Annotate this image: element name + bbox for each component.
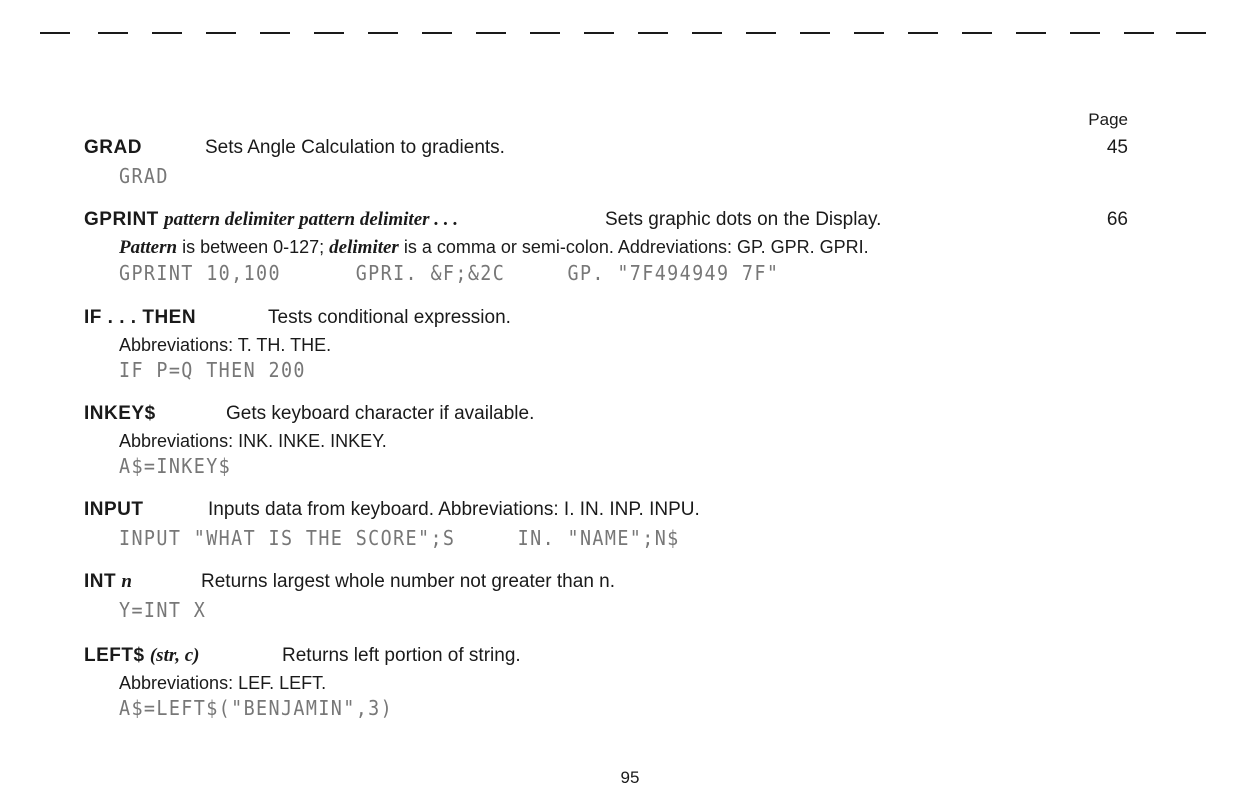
- abbreviations: Abbreviations: INK. INKE. INKEY.: [119, 431, 387, 451]
- dash: [1176, 32, 1206, 34]
- example: IN. "NAME";N$: [517, 526, 680, 550]
- dash: [1124, 32, 1154, 34]
- footer-page-number: 95: [620, 768, 640, 787]
- keyword: LEFT$: [84, 645, 145, 666]
- example: GPRINT 10,100: [119, 261, 281, 285]
- keyword: INPUT: [84, 499, 144, 520]
- description: Tests conditional expression.: [268, 307, 511, 328]
- note-delimiter-word: delimiter: [329, 237, 399, 258]
- examples: [119, 525, 1047, 551]
- dash: [800, 32, 830, 34]
- dash: [638, 32, 668, 34]
- keyword: GPRINT: [84, 209, 159, 230]
- example: GPRI. &F;&2C: [355, 261, 506, 285]
- entry-if-then: [84, 307, 1128, 383]
- page-number: 45: [1106, 137, 1128, 158]
- dash: [40, 32, 70, 34]
- example: INPUT "WHAT IS THE SCORE";S: [119, 526, 456, 550]
- note-rest: is a comma or semi-colon. Addreviations: GP. GPR. GPRI.: [398, 237, 869, 257]
- description: Returns largest whole number not greater than n.: [201, 571, 616, 592]
- abbreviations: Abbreviations: T. TH. THE.: [119, 335, 332, 355]
- dash: [368, 32, 398, 34]
- params: n: [121, 571, 132, 592]
- page-number: 66: [1106, 209, 1128, 230]
- entry-inkey: [84, 403, 1128, 479]
- example: A$=INKEY$: [119, 454, 232, 478]
- note-pattern-word: Pattern: [119, 237, 178, 258]
- description: Inputs data from keyboard. Abbreviations: I. IN. INP. INPU.: [208, 499, 700, 520]
- entry-input: [84, 499, 1128, 551]
- example: IF P=Q THEN 200: [119, 358, 306, 382]
- params: pattern delimiter pattern delimiter . . .: [164, 209, 459, 230]
- keyword: INT: [84, 571, 117, 592]
- abbreviations: Abbreviations: LEF. LEFT.: [119, 673, 327, 693]
- dash: [962, 32, 992, 34]
- example: Y=INT X: [119, 598, 207, 622]
- dash: [692, 32, 722, 34]
- keyword: IF . . . THEN: [84, 307, 197, 328]
- dash: [908, 32, 938, 34]
- entry-gprint: [84, 209, 1128, 286]
- params: (str, c): [149, 645, 200, 666]
- entry-left: [84, 645, 1128, 721]
- dash: [98, 32, 128, 34]
- dash: [1016, 32, 1046, 34]
- example: GRAD: [119, 164, 169, 188]
- dash: [1070, 32, 1100, 34]
- dash: [260, 32, 290, 34]
- note-pattern-text: is between 0-127;: [177, 237, 330, 257]
- example: A$=LEFT$("BENJAMIN",3): [119, 696, 394, 720]
- keyword: INKEY$: [84, 403, 156, 424]
- entry-int: [84, 571, 1128, 623]
- dash: [854, 32, 884, 34]
- dash: [206, 32, 236, 34]
- description: Gets keyboard character if available.: [226, 403, 535, 424]
- entry-grad: [84, 137, 1128, 189]
- dash: [476, 32, 506, 34]
- dash: [746, 32, 776, 34]
- description: Sets graphic dots on the Display.: [605, 209, 882, 230]
- description: Sets Angle Calculation to gradients.: [205, 137, 505, 158]
- top-dashed-rule: [0, 32, 1260, 36]
- dash: [314, 32, 344, 34]
- dash: [152, 32, 182, 34]
- page-column-header: Page: [1088, 110, 1128, 129]
- keyword: GRAD: [84, 137, 142, 158]
- note: [119, 235, 1128, 260]
- dash: [530, 32, 560, 34]
- description: Returns left portion of string.: [282, 645, 521, 666]
- example: GP. "7F494949 7F": [567, 261, 780, 285]
- dash: [584, 32, 614, 34]
- dash: [422, 32, 452, 34]
- examples: [119, 260, 1047, 286]
